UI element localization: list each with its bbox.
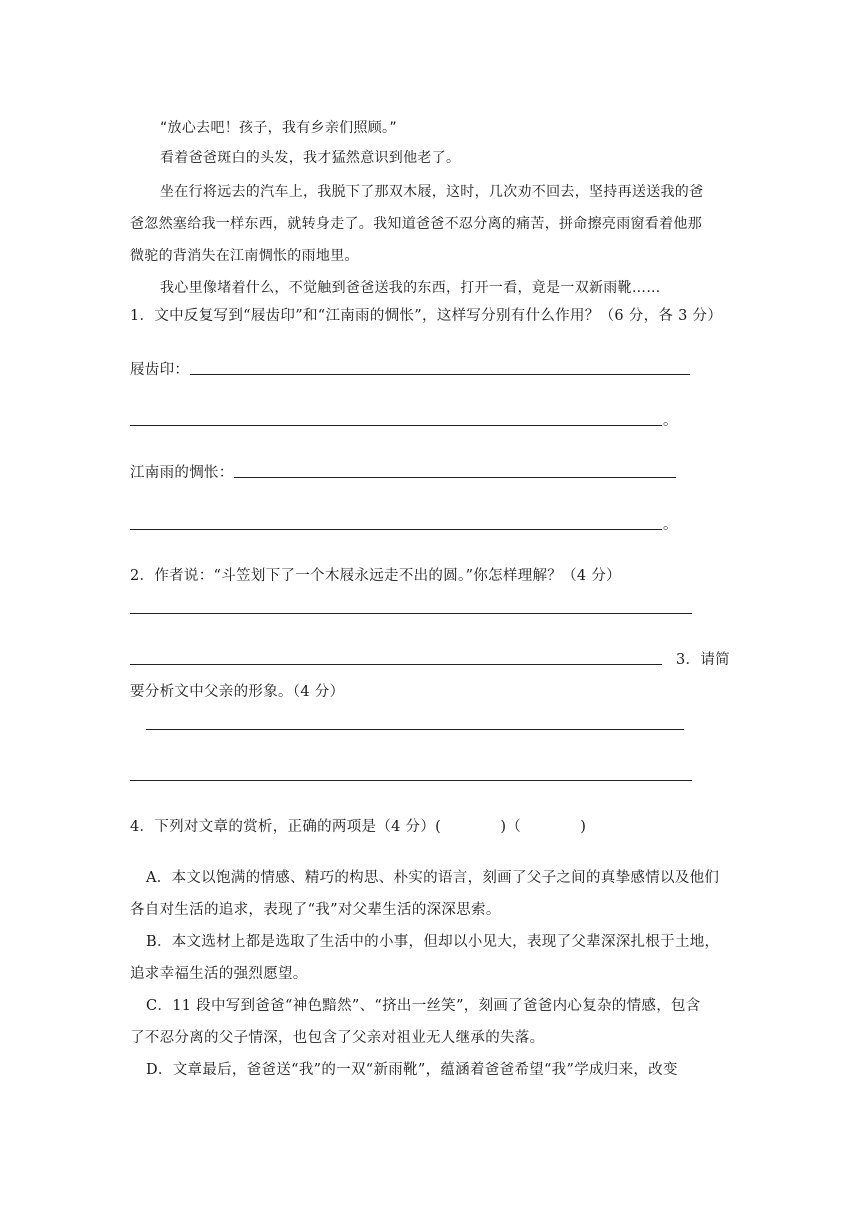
- period-mark: 。: [663, 413, 678, 429]
- option-d-line-1[interactable]: D．文章最后，爸爸送“我”的一双“新雨靴”，蕴涵着爸爸希望“我”学成归来，改变: [146, 1062, 678, 1078]
- passage-paragraph-3-line-3: 微驼的背消失在江南惆怅的雨地里。: [130, 248, 359, 264]
- answer-line[interactable]: [130, 664, 662, 665]
- passage-paragraph-3-line-2: 爸忽然塞给我一样东西，就转身走了。我知道爸爸不忍分离的痛苦，拼命擦亮雨窗看着他那: [130, 216, 702, 232]
- question-3-prompt-part-1: 3．请简: [676, 652, 730, 668]
- option-c-line-2: 了不忍分离的父子情深，也包含了父亲对祖业无人继承的失落。: [130, 1030, 545, 1046]
- passage-paragraph-1: “放心去吧！孩子，我有乡亲们照顾。”: [160, 120, 397, 136]
- option-b-line-1[interactable]: B．本文选材上都是选取了生活中的小事，但却以小见大，表现了父辈深深扎根于土地，: [146, 934, 720, 950]
- option-c-line-1[interactable]: C．11 段中写到爸爸“神色黯然”、“挤出一丝笑”，刻画了爸爸内心复杂的情感，包含: [146, 998, 701, 1014]
- passage-paragraph-4: 我心里像堵着什么，不觉触到爸爸送我的东西，打开一看，竟是一双新雨靴……: [160, 280, 661, 296]
- question-3-prompt-part-2: 要分析文中父亲的形象。（4 分）: [130, 684, 345, 700]
- answer-line[interactable]: [234, 477, 676, 478]
- answer-line[interactable]: [130, 780, 692, 781]
- answer-line[interactable]: [130, 613, 692, 614]
- question-1-prompt: 1．文中反复写到“屐齿印”和“江南雨的惆怅”，这样写分别有什么作用？（6 分，各 3 分）: [130, 308, 723, 324]
- passage-paragraph-3-line-1: 坐在行将远去的汽车上，我脱下了那双木屐，这时，几次劝不回去，坚持再送送我的爸: [160, 184, 704, 200]
- question-4-prompt: 4．下列对文章的赏析，正确的两项是（4 分）( )（ ): [130, 819, 587, 835]
- option-b-line-2: 追求幸福生活的强烈愿望。: [130, 966, 308, 982]
- answer-line[interactable]: [190, 374, 690, 375]
- answer-line[interactable]: [130, 529, 662, 530]
- question-2-prompt: 2．作者说：“斗笠划下了一个木屐永远走不出的圆。”你怎样理解？（4 分）: [130, 568, 621, 584]
- option-a-line-1[interactable]: A．本文以饱满的情感、精巧的构思、朴实的语言，刻画了父子之间的真挚感情以及他们: [146, 870, 720, 886]
- period-mark: 。: [663, 517, 678, 533]
- answer-line[interactable]: [130, 425, 662, 426]
- question-1-label-a: 屐齿印：: [130, 362, 190, 378]
- passage-paragraph-2: 看着爸爸斑白的头发，我才猛然意识到他老了。: [160, 150, 461, 166]
- answer-line[interactable]: [146, 729, 684, 730]
- question-1-label-b: 江南雨的惆怅：: [130, 465, 234, 481]
- option-a-line-2: 各自对生活的追求，表现了“我”对父辈生活的深深思索。: [130, 902, 501, 918]
